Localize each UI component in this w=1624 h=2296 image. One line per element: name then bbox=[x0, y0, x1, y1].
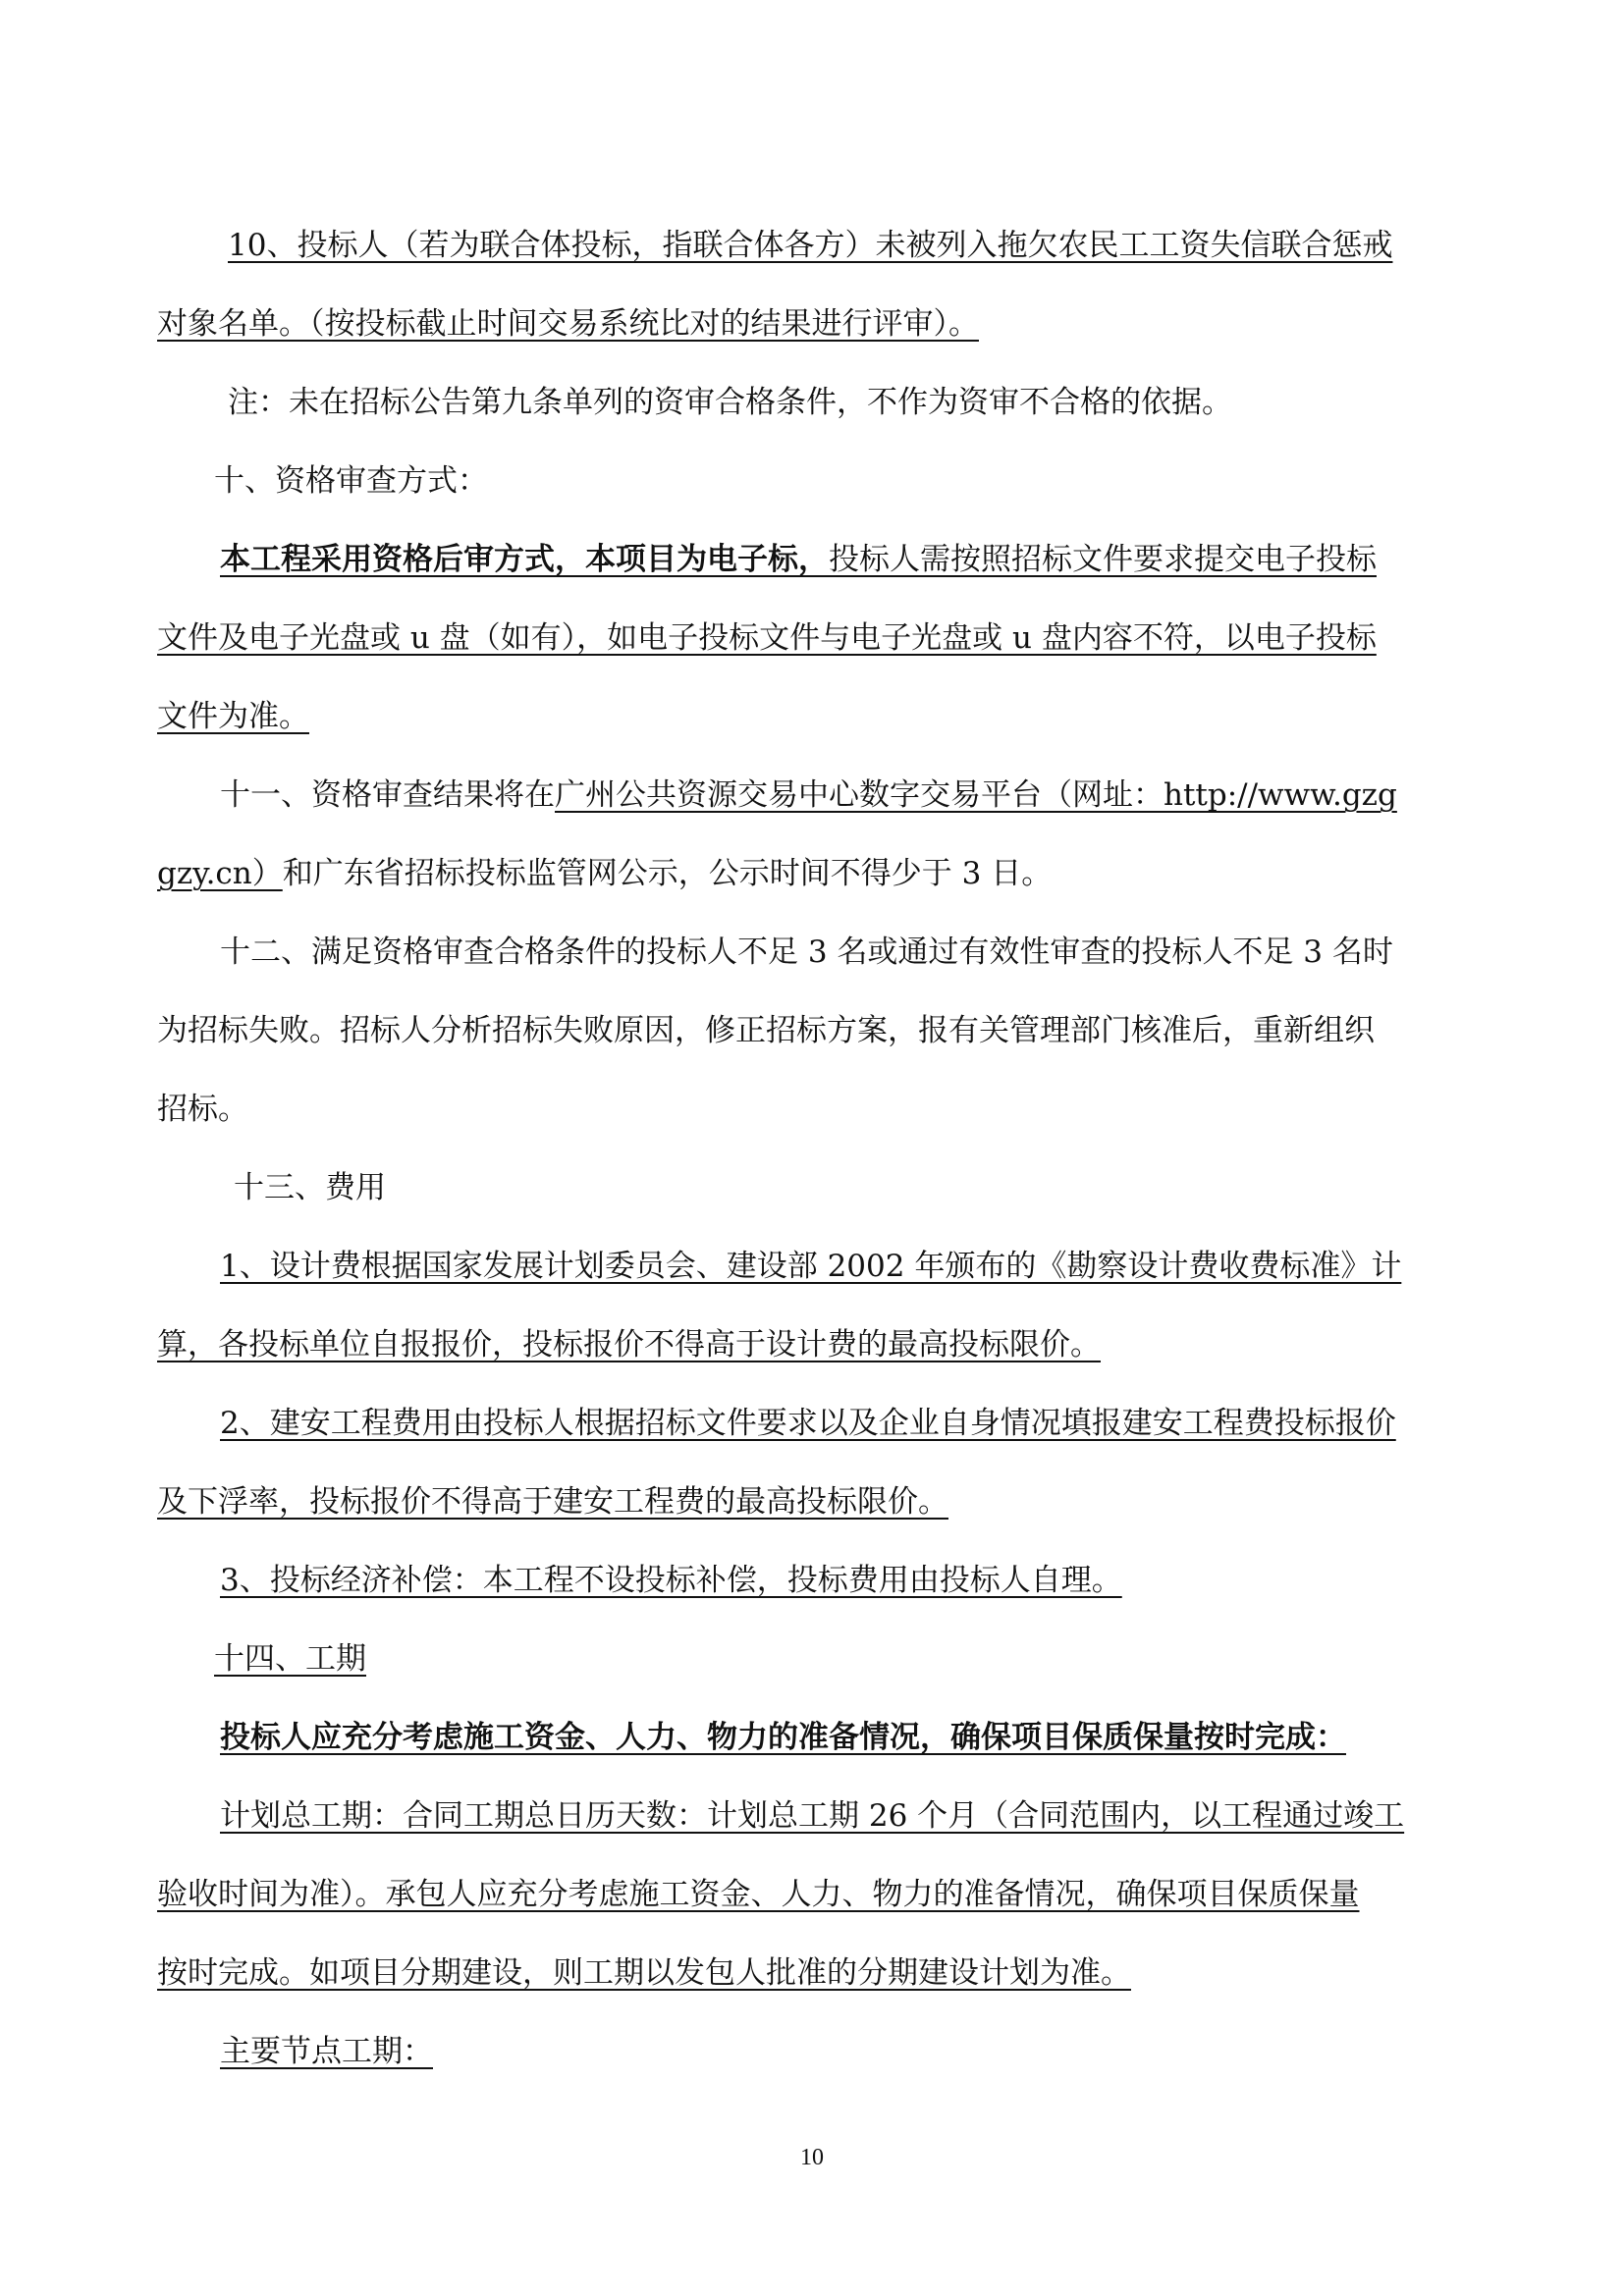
section-10-text-1: 投标人需按照招标文件要求提交电子投标 bbox=[829, 542, 1377, 577]
section-14-heading-text: 十四、工期 bbox=[214, 1641, 366, 1677]
note-text: 注：未在招标公告第九条单列的资审合格条件，不作为资审不合格的依据。 bbox=[228, 385, 1232, 420]
section-10-bold-text: 本工程采用资格后审方式，本项目为电子标， bbox=[220, 542, 829, 577]
page-number: 10 bbox=[800, 2145, 824, 2170]
schedule-bold-line bbox=[220, 1718, 1346, 1757]
milestone-heading-text: 主要节点工期： bbox=[220, 2034, 433, 2069]
section-10-line-1 bbox=[220, 540, 1377, 579]
section-11-text-1: 十一、资格审查结果将在 bbox=[220, 777, 555, 813]
section-12-line-3 bbox=[157, 1090, 248, 1129]
section-13-heading bbox=[234, 1168, 386, 1207]
section-10-line-3 bbox=[157, 697, 309, 736]
fee-2-line-1 bbox=[220, 1404, 1396, 1443]
fee-1-text-2: 算，各投标单位自报报价，投标报价不得高于设计费的最高投标限价。 bbox=[157, 1327, 1101, 1362]
fee-2-text-1: 2、建安工程费用由投标人根据招标文件要求以及企业自身情况填报建安工程费投标报价 bbox=[220, 1406, 1396, 1441]
fee-2-text-2: 及下浮率，投标报价不得高于建安工程费的最高投标限价。 bbox=[157, 1484, 948, 1520]
section-12-text-2: 为招标失败。招标人分析招标失败原因，修正招标方案，报有关管理部门核准后，重新组织 bbox=[157, 1013, 1375, 1048]
schedule-bold-text: 投标人应充分考虑施工资金、人力、物力的准备情况，确保项目保质保量按时完成： bbox=[220, 1720, 1346, 1755]
clause-10-text-2: 对象名单。（按投标截止时间交易系统比对的结果进行评审）。 bbox=[157, 306, 979, 342]
schedule-text-2: 验收时间为准）。承包人应充分考虑施工资金、人力、物力的准备情况，确保项目保质保量 bbox=[157, 1877, 1360, 1912]
section-10-text-3: 文件为准。 bbox=[157, 699, 309, 734]
section-11-line-2 bbox=[157, 854, 1052, 893]
schedule-text-3: 按时完成。如项目分期建设，则工期以发包人批准的分期建设计划为准。 bbox=[157, 1955, 1131, 1991]
fee-1-text-1: 1、设计费根据国家发展计划委员会、建设部 2002 年颁布的《勘察设计费收费标准》计 bbox=[220, 1249, 1402, 1284]
clause-10-line-1 bbox=[228, 226, 1392, 265]
section-14-heading bbox=[214, 1639, 366, 1679]
clause-10-text-1: 10、投标人（若为联合体投标，指联合体各方）未被列入拖欠农民工工资失信联合惩戒 bbox=[228, 228, 1393, 263]
section-11-url-tail: gzy.cn） bbox=[157, 856, 283, 891]
section-10-line-2 bbox=[157, 618, 1377, 658]
section-10-heading-text: 十、资格审查方式： bbox=[214, 463, 488, 499]
clause-10-line-2 bbox=[157, 304, 979, 344]
milestone-heading bbox=[220, 2032, 433, 2071]
section-12-line-2 bbox=[157, 1011, 1375, 1050]
section-10-heading bbox=[214, 461, 488, 501]
section-13-heading-text: 十三、费用 bbox=[234, 1170, 386, 1205]
schedule-line-3 bbox=[157, 1953, 1131, 1993]
note-line bbox=[228, 383, 1232, 422]
section-12-text-3: 招标。 bbox=[157, 1092, 248, 1127]
section-11-line-1 bbox=[220, 775, 1397, 815]
schedule-text-1: 计划总工期：合同工期总日历天数：计划总工期 26 个月（合同范围内，以工程通过竣工 bbox=[220, 1798, 1405, 1834]
schedule-line-2 bbox=[157, 1875, 1360, 1914]
section-12-line-1 bbox=[220, 933, 1393, 972]
schedule-line-1 bbox=[220, 1796, 1404, 1836]
section-10-text-2: 文件及电子光盘或 u 盘（如有），如电子投标文件与电子光盘或 u 盘内容不符，以电子投标 bbox=[157, 620, 1377, 656]
fee-3-line bbox=[220, 1561, 1122, 1600]
fee-1-line-2 bbox=[157, 1325, 1101, 1364]
section-11-text-2: 和广东省招标投标监管网公示，公示时间不得少于 3 日。 bbox=[282, 856, 1053, 891]
section-11-platform-text: 广州公共资源交易中心数字交易平台（网址：http://www.gzg bbox=[555, 777, 1397, 813]
fee-2-line-2 bbox=[157, 1482, 948, 1522]
fee-3-text: 3、投标经济补偿：本工程不设投标补偿，投标费用由投标人自理。 bbox=[220, 1563, 1122, 1598]
fee-1-line-1 bbox=[220, 1247, 1401, 1286]
section-12-text-1: 十二、满足资格审查合格条件的投标人不足 3 名或通过有效性审查的投标人不足 3 名时 bbox=[220, 934, 1393, 970]
